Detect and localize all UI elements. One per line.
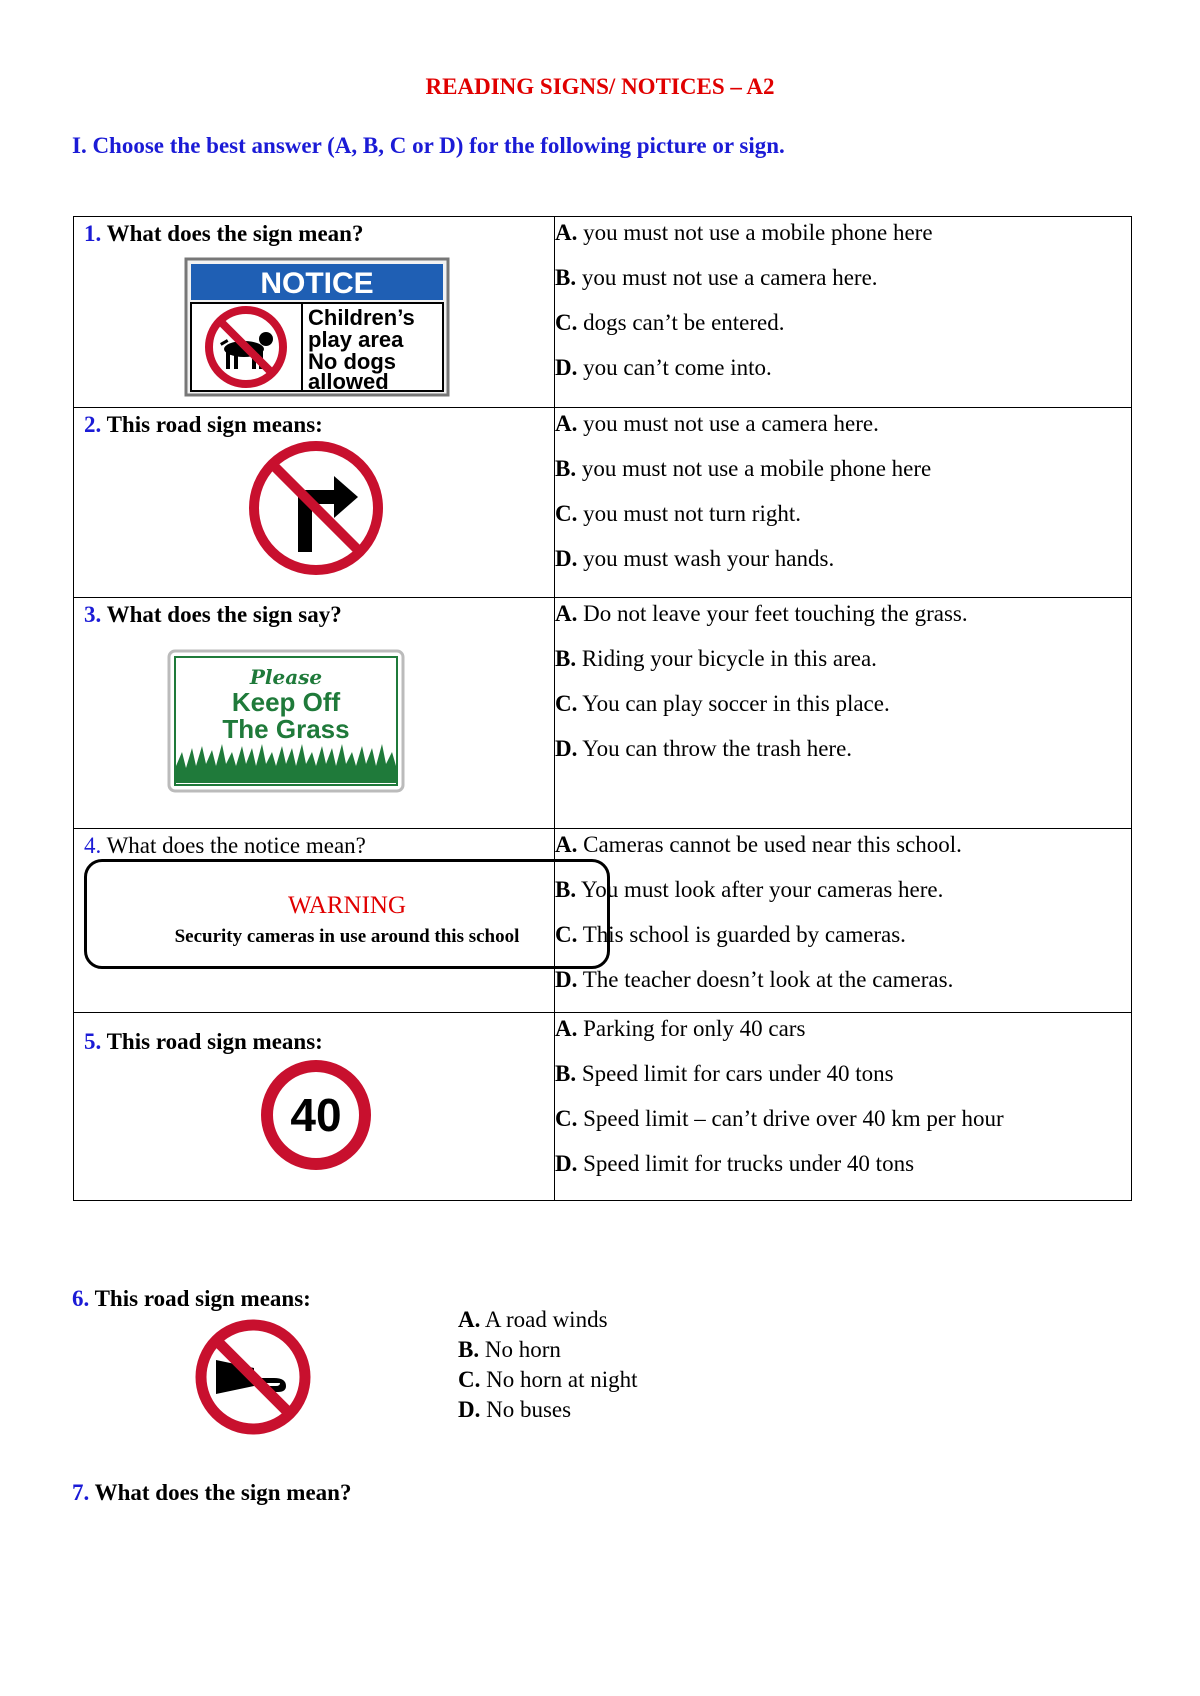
question-number: 4. — [84, 833, 102, 858]
question-6 — [72, 1286, 311, 1312]
instruction: I. Choose the best answer (A, B, C or D) for the following picture or sign. — [72, 133, 785, 158]
question-6-options — [458, 1305, 638, 1425]
option-b[interactable]: B. No horn — [458, 1337, 561, 1362]
question-row-5 — [74, 1013, 1132, 1201]
question-text: This road sign means: — [94, 1286, 311, 1311]
question-text: What does the notice mean? — [106, 833, 366, 858]
notice-header: NOTICE — [260, 267, 374, 300]
warning-title: WARNING — [287, 892, 407, 919]
question-row-4 — [74, 829, 1132, 1013]
question-cell-1 — [74, 217, 555, 408]
option-d[interactable]: D. you must wash your hands. — [555, 546, 835, 571]
svg-text:Children’s: Children’s — [308, 305, 415, 330]
svg-text:No dogs: No dogs — [308, 349, 396, 374]
question-number: 2. — [84, 412, 102, 437]
option-c[interactable]: C. This school is guarded by cameras. — [555, 922, 906, 947]
question-cell-5 — [74, 1013, 555, 1201]
question-cell-4 — [74, 829, 555, 1013]
question-cell-3 — [74, 598, 555, 829]
svg-text:Keep Off: Keep Off — [231, 687, 341, 717]
option-b[interactable]: B. Speed limit for cars under 40 tons — [555, 1061, 894, 1086]
option-d[interactable]: D. You can throw the trash here. — [555, 736, 853, 761]
svg-text:Please: Please — [249, 665, 323, 689]
question-number: 1. — [84, 221, 102, 246]
answer-cell-5 — [555, 1013, 1132, 1201]
svg-text:play area: play area — [308, 327, 404, 352]
no-dogs-notice-sign — [182, 255, 452, 399]
question-text: This road sign means: — [106, 412, 323, 437]
option-a[interactable]: A. A road winds — [458, 1307, 608, 1332]
option-d[interactable]: D. No buses — [458, 1397, 572, 1422]
question-row-3 — [74, 598, 1132, 829]
question-text: What does the sign mean? — [94, 1480, 352, 1505]
question-number: 5. — [84, 1029, 102, 1054]
svg-text:allowed: allowed — [308, 369, 389, 394]
no-right-turn-sign — [246, 438, 386, 578]
option-b[interactable]: B. you must not use a camera here. — [555, 265, 878, 290]
question-text: What does the sign say? — [106, 602, 342, 627]
option-d[interactable]: D. you can’t come into. — [555, 355, 772, 380]
question-number: 3. — [84, 602, 102, 627]
question-number: 6. — [72, 1286, 90, 1311]
question-text: What does the sign mean? — [106, 221, 364, 246]
question-number: 7. — [72, 1480, 90, 1505]
option-c[interactable]: C. Speed limit – can’t drive over 40 km per hour — [555, 1106, 1004, 1131]
question-text: This road sign means: — [106, 1029, 323, 1054]
option-a[interactable]: A. Parking for only 40 cars — [555, 1016, 806, 1041]
svg-text:The Grass: The Grass — [222, 714, 350, 744]
option-c[interactable]: C. you must not turn right. — [555, 501, 801, 526]
keep-off-grass-sign — [166, 648, 406, 794]
option-a[interactable]: A. you must not use a camera here. — [555, 411, 879, 436]
option-c[interactable]: C. You can play soccer in this place. — [555, 691, 890, 716]
question-table — [73, 216, 1132, 1201]
question-row-1 — [74, 217, 1132, 408]
option-b[interactable]: B. you must not use a mobile phone here — [555, 456, 932, 481]
page-title: READING SIGNS/ NOTICES – A2 — [425, 74, 775, 99]
question-7 — [72, 1480, 351, 1506]
option-b[interactable]: B. Riding your bicycle in this area. — [555, 646, 877, 671]
option-d[interactable]: D. The teacher doesn’t look at the cameras. — [555, 967, 954, 992]
no-horn-sign — [194, 1318, 312, 1436]
option-d[interactable]: D. Speed limit for trucks under 40 tons — [555, 1151, 915, 1176]
answer-cell-1 — [555, 217, 1132, 408]
answer-cell-4 — [555, 829, 1132, 1013]
option-c[interactable]: C. No horn at night — [458, 1367, 638, 1392]
svg-text:40: 40 — [290, 1089, 342, 1141]
option-a[interactable]: A. you must not use a mobile phone here — [555, 220, 933, 245]
option-a[interactable]: A. Do not leave your feet touching the grass. — [555, 601, 968, 626]
option-a[interactable]: A. Cameras cannot be used near this school. — [555, 832, 962, 857]
option-c[interactable]: C. dogs can’t be entered. — [555, 310, 785, 335]
warning-notice — [84, 859, 610, 969]
answer-cell-3 — [555, 598, 1132, 829]
warning-text: Security cameras in use around this school — [174, 926, 520, 947]
question-row-2 — [74, 408, 1132, 598]
answer-cell-2 — [555, 408, 1132, 598]
speed-limit-40-sign — [260, 1059, 372, 1171]
option-b[interactable]: B. You must look after your cameras here. — [555, 877, 944, 902]
question-cell-2 — [74, 408, 555, 598]
